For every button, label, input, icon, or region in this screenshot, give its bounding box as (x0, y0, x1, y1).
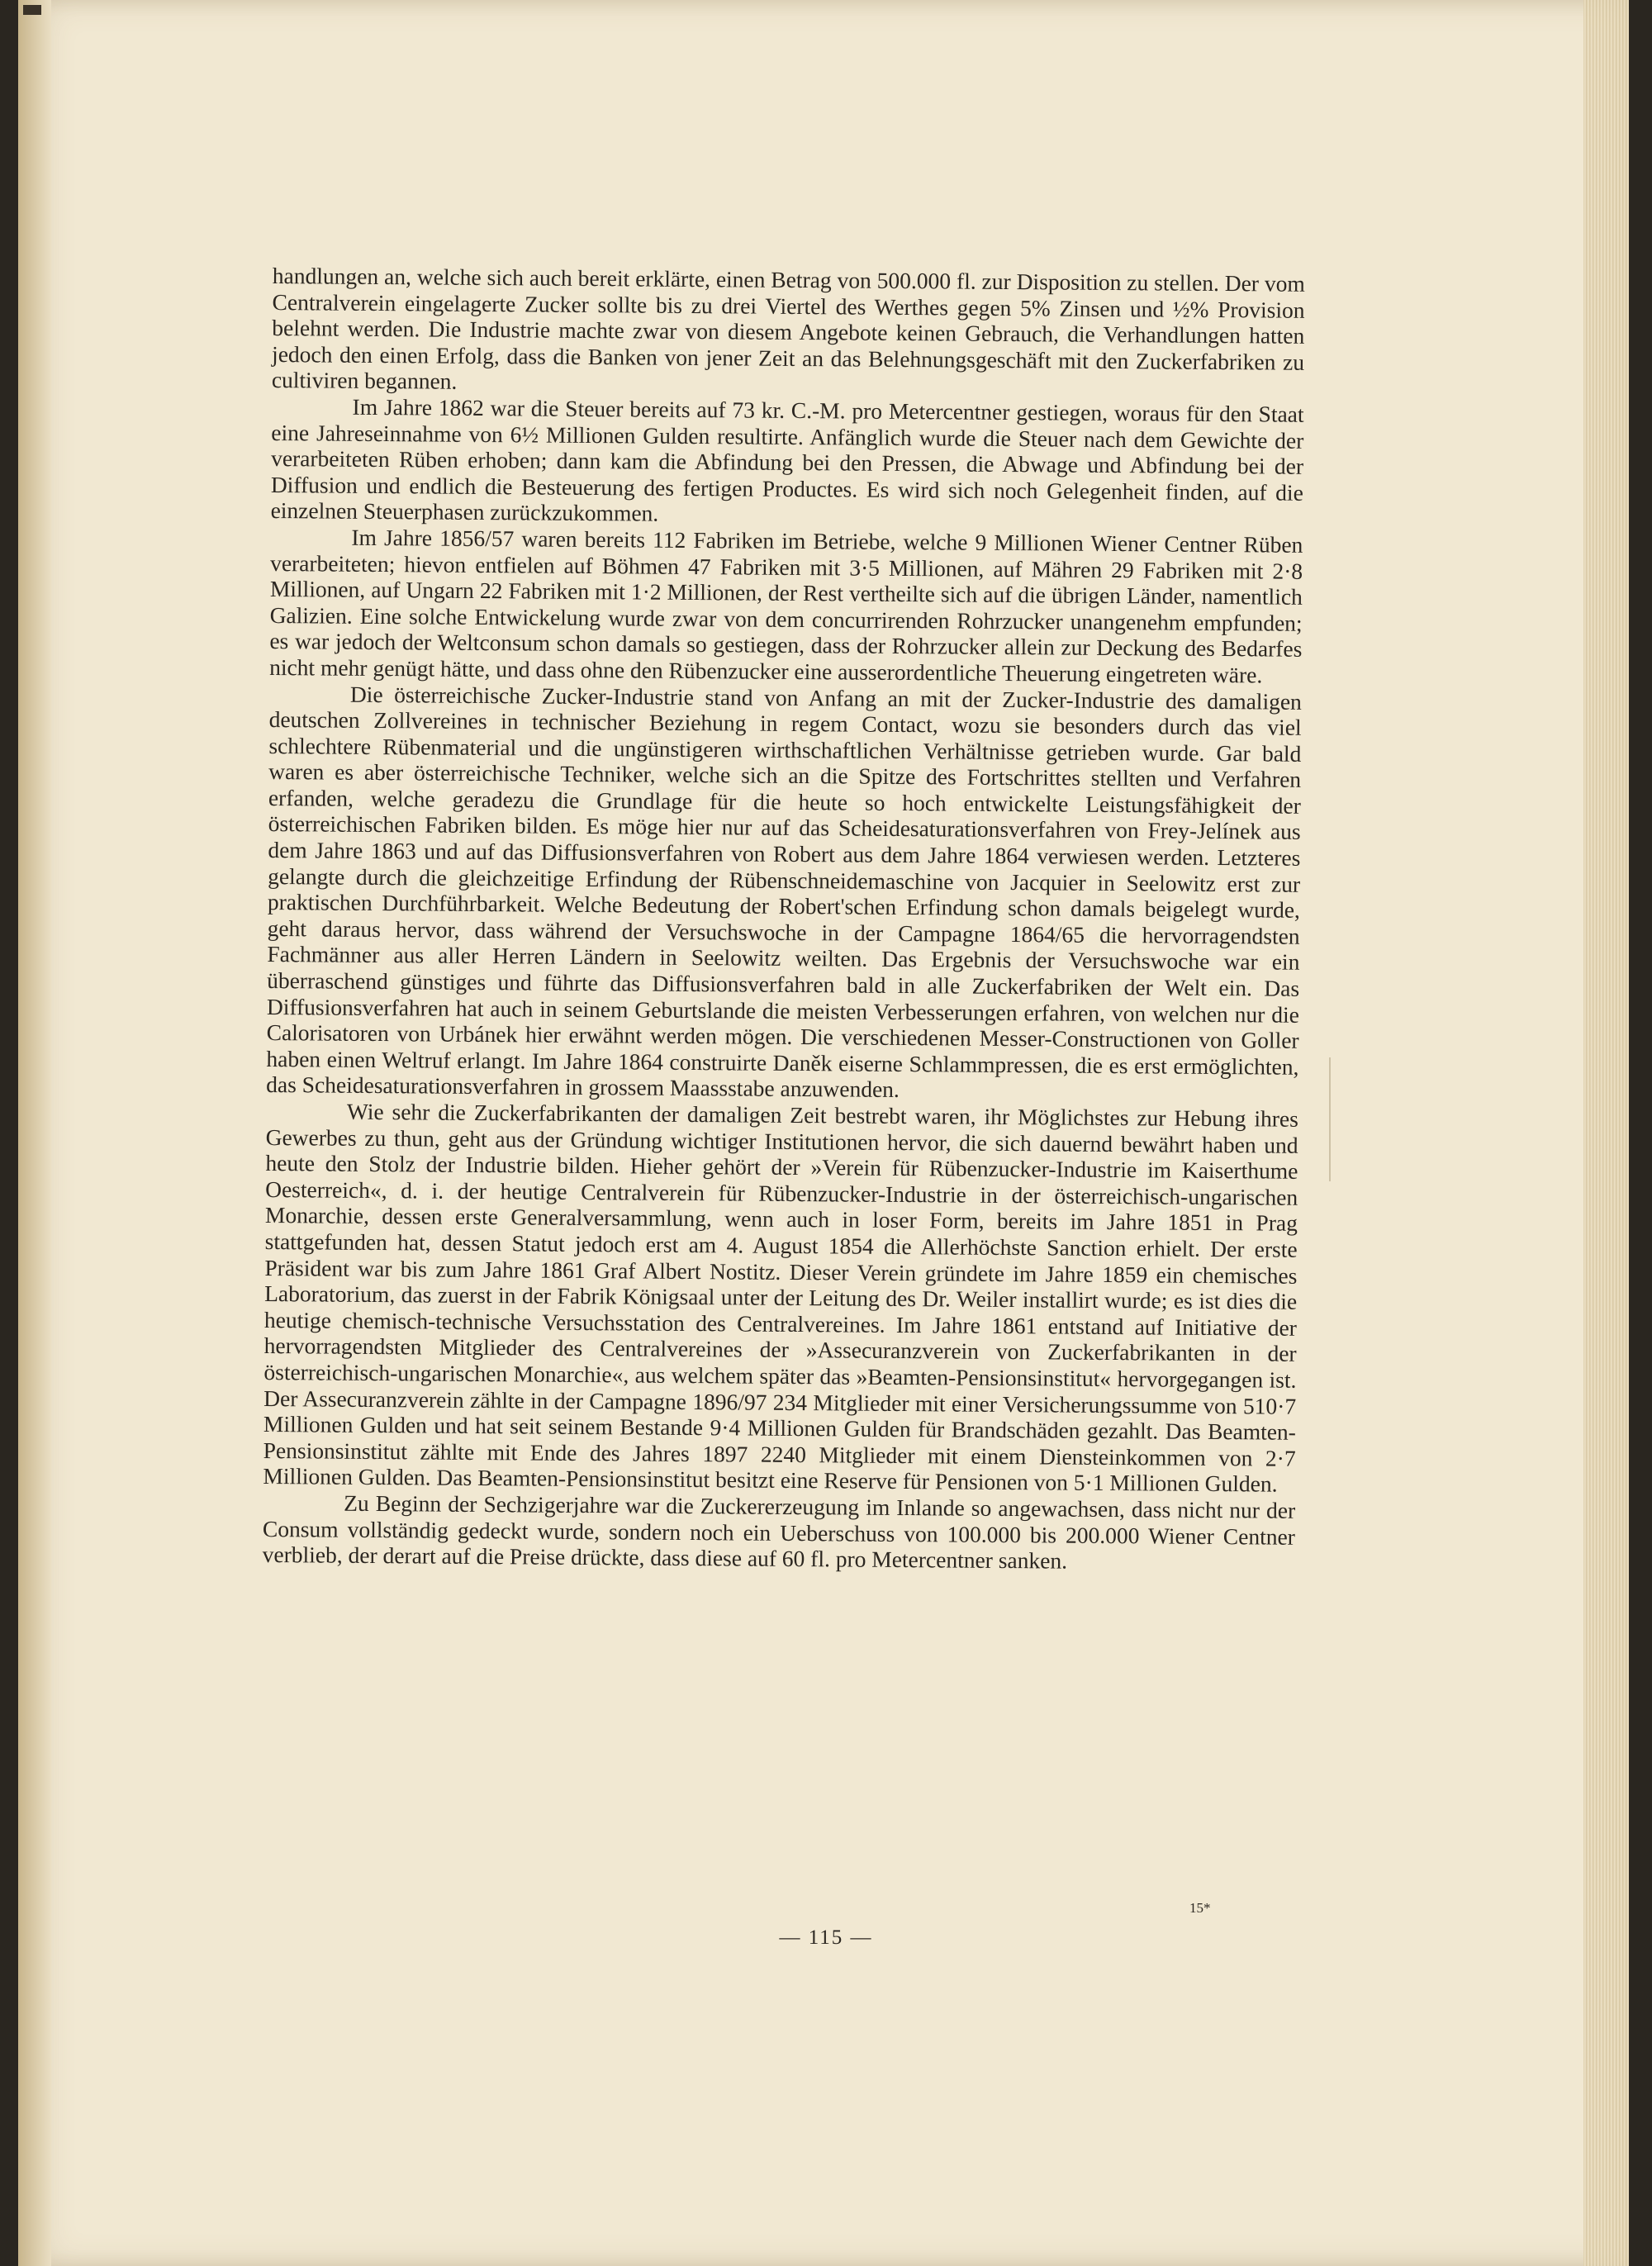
paragraph-1: handlungen an, welche sich auch bereit erklärte, einen Betrag von 500.000 fl. zur Disposition zu stellen. Der vom Centralverein eingelagerte Zucker sollte bis zu drei Viertel des Werthes gegen 5% Zinsen und ½% Provision belehnt werden. Die Industrie machte zwar von diesem Angebote keinen Gebrauch, die Verhandlungen hatten jedoch den einen Erfolg, dass die Banken von jener Zeit an das Belehnungsgeschäft mit den Zuckerfabriken zu cultiviren begannen. (271, 263, 1305, 395)
paragraph-5: Wie sehr die Zuckerfabrikanten der damaligen Zeit bestrebt waren, ihr Möglichstes zur Hebung ihres Gewerbes zu thun, geht aus der Gründung wichtiger Institutionen hervor, die sich dauernd bewährt haben und heute den Stolz der Industrie bilden. Hieher gehört der »Verein für Rübenzucker-Industrie im Kaiserthume Oesterreich«, d. i. der heutige Centralverein für Rübenzucker-Industrie in der österreichisch-ungarischen Monarchie, dessen erste Generalversammlung, wenn auch in loser Form, bereits im Jahre 1851 in Prag stattgefunden hat, dessen Statut jedoch erst am 4. August 1854 die Allerhöchste Sanction erhielt. Der erste Präsident war bis zum Jahre 1861 Graf Albert Nostitz. Dieser Verein gründete im Jahre 1859 ein chemisches Laboratorium, das zuerst in der Fabrik Königsaal unter der Leitung des Dr. Weiler installirt wurde; es ist dies die heutige chemisch-technische Versuchsstation des Centralvereines. Im Jahre 1861 entstand auf Initiative der hervorragendsten Mitglieder des Centralvereines der »Assecuranzverein von Zuckerfabrikanten in der österreichisch-ungarischen Monarchie«, aus welchem später das »Beamten-Pensionsinstitut« hervorgegangen ist. Der Assecuranzverein zählte in der Campagne 1896/97 234 Mitglieder mit einer Versicherungssumme von 510·7 Millionen Gulden und hat seit seinem Bestande 9·4 Millionen Gulden für Brandschäden gezahlt. Das Beamten-Pensionsinstitut zählte mit Ende des Jahres 1897 2240 Mitglieder mit einem Diensteinkommen von 2·7 Millionen Gulden. Das Beamten-Pensionsinstitut besitzt eine Reserve für Pensionen von 5·1 Millionen Gulden. (263, 1098, 1299, 1497)
paragraph-2: Im Jahre 1862 war die Steuer bereits auf 73 kr. C.-M. pro Metercentner gestiegen, woraus für den Staat eine Jahreseinnahme von 6½ Millionen Gulden resultirte. Anfänglich wurde die Steuer nach dem Gewichte der verarbeiteten Rüben erhoben; dann kam die Abfindung bei den Pressen, die Abwage und Abfindung bei der Diffusion und endlich die Besteuerung des fertigen Productes. Es wird sich noch Gelegenheit finden, auf die einzelnen Steuerphasen zurückzukommen. (270, 393, 1304, 527)
paragraph-3: Im Jahre 1856/57 waren bereits 112 Fabriken im Betriebe, welche 9 Millionen Wiener Centner Rüben verarbeiteten; hievon entfielen auf Böhmen 47 Fabriken mit 3·5 Millionen, auf Mähren 29 Fabriken mit 2·8 Millionen, auf Ungarn 22 Fabriken mit 1·2 Millionen, der Rest vertheilte sich auf die übrigen Länder, namentlich Galizien. Eine solche Entwickelung wurde zwar von dem concurrirenden Rohrzucker unangenehm empfunden; es war jedoch der Weltconsum schon damals so gestiegen, dass der Rohrzucker allein zur Deckung des Bedarfes nicht mehr genügt hätte, und dass ohne den Rübenzucker eine ausserordentliche Theuerung eingetreten wäre. (269, 524, 1303, 688)
main-text-block (263, 263, 1305, 1575)
page-number: — 115 — (779, 1926, 873, 1949)
margin-pencil-line (1329, 1057, 1331, 1181)
paragraph-4: Die österreichische Zucker-Industrie stand von Anfang an mit der Zucker-Industrie des damaligen deutschen Zollvereines in technischer Beziehung in regem Contact, wozu sie besonders durch das viel schlechtere Rübenmaterial und die ungünstigeren wirthschaftlichen Verhältnisse getrieben wurde. Gar bald waren es aber österreichische Techniker, welche sich an die Spitze des Fortschrittes stellten und Verfahren erfanden, welche geradezu die Grundlage für die heute so hoch entwickelte Leistungsfähigkeit der österreichischen Fabriken bilden. Es möge hier nur auf das Scheidesaturationsverfahren von Frey-Jelínek aus dem Jahre 1863 und auf das Diffusionsverfahren von Robert aus dem Jahre 1864 verwiesen werden. Letzteres gelangte durch die gleichzeitige Erfindung der Rübenschneidemaschine von Jacquier in Seelowitz erst zur praktischen Durchführbarkeit. Welche Bedeutung der Robert'schen Erfindung schon damals beigelegt wurde, geht daraus hervor, dass während der Versuchswoche in der Campagne 1864/65 die hervorragendsten Fachmänner aus aller Herren Ländern in Seelowitz weilten. Das Ergebnis der Versuchswoche war ein überraschend günstiges und führte das Diffusionsverfahren bald in alle Zuckerfabriken der Welt ein. Das Diffusionsverfahren hat auch in seinem Geburtslande die meisten Verbesserungen erfahren, von welchen nur die Calorisatoren von Urbánek hier erwähnt werden mögen. Die verschiedenen Messer-Constructionen von Goller haben einen Weltruf erlangt. Im Jahre 1864 construirte Daněk eiserne Schlammpressen, die es erst ermöglichten, das Scheidesaturationsverfahren in grossem Maassstabe anzuwenden. (266, 681, 1302, 1103)
paragraph-6: Zu Beginn der Sechzigerjahre war die Zuckererzeugung im Inlande so angewachsen, dass nicht nur der Consum vollständig gedeckt wurde, sondern noch ein Ueberschuss von 100.000 bis 200.000 Wiener Centner verblieb, der derart auf die Preise drückte, dass diese auf 60 fl. pro Metercentner sanken. (262, 1489, 1296, 1574)
signature-mark: 15* (1189, 1900, 1211, 1916)
scan-corner-mark (23, 5, 41, 15)
